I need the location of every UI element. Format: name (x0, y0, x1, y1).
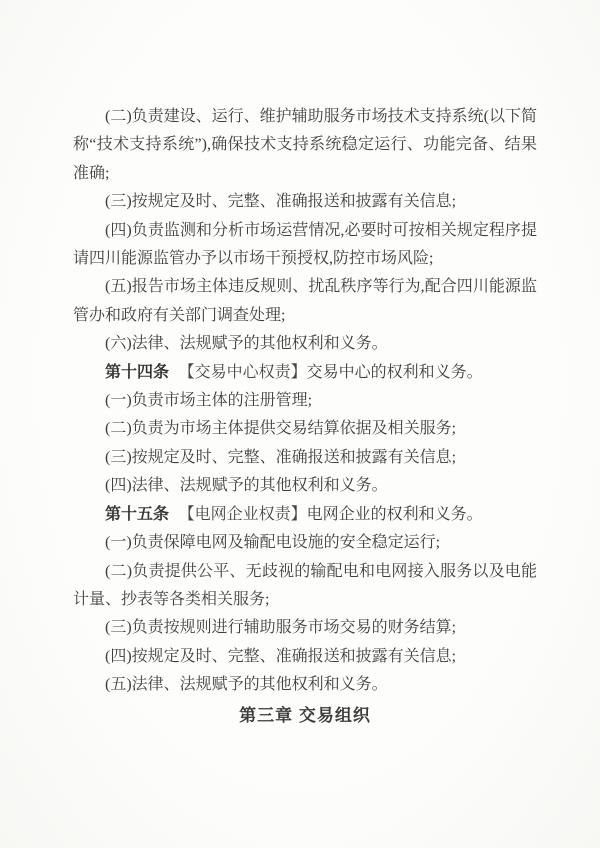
article-heading (73, 501, 537, 529)
paragraph: (六)法律、法规赋予的其他权利和义务。 (105, 335, 388, 353)
article-number: 第十四条 (105, 363, 170, 381)
paragraph: (四)按规定及时、完整、准确报送和披露有关信息; (105, 647, 457, 665)
paragraph: (三)按规定及时、完整、准确报送和披露有关信息; (105, 448, 457, 466)
paragraph: (二)负责为市场主体提供交易结算依据及相关服务; (105, 420, 457, 438)
article-text: 交易中心的权利和义务。 (306, 363, 483, 381)
article-number: 第十五条 (105, 505, 170, 523)
paragraph: (一)负责保障电网及输配电设施的安全稳定运行; (105, 534, 441, 552)
article-tag: 【电网企业权责】 (178, 505, 307, 523)
article-heading (73, 359, 537, 387)
paragraph: (四)负责监测和分析市场运营情况,必要时可按相关规定程序提请四川能源监管办予以市场干预授权,防控市场风险; (73, 221, 537, 268)
paragraph: (二)负责建设、运行、维护辅助服务市场技术支持系统(以下简称“技术支持系统”),确保技术支持系统稳定运行、功能完备、结果准确; (73, 108, 537, 182)
paragraph: (三)负责按规则进行辅助服务市场交易的财务结算; (105, 619, 457, 637)
paragraph: (二)负责提供公平、无歧视的输配电和电网接入服务以及电能计量、抄表等各类相关服务; (73, 562, 537, 608)
article-tag: 【交易中心权责】 (178, 363, 307, 381)
paragraph: (四)法律、法规赋予的其他权利和义务。 (105, 477, 388, 495)
chapter-heading: 第三章 交易组织 (239, 705, 371, 725)
paragraph: (一)负责市场主体的注册管理; (105, 392, 313, 410)
article-text: 电网企业的权利和义务。 (306, 505, 483, 523)
paragraph: (三)按规定及时、完整、准确报送和披露有关信息; (105, 193, 457, 211)
paragraph: (五)报告市场主体违反规则、扰乱秩序等行为,配合四川能源监管办和政府有关部门调查处理; (73, 278, 537, 324)
paragraph: (五)法律、法规赋予的其他权利和义务。 (105, 676, 388, 694)
